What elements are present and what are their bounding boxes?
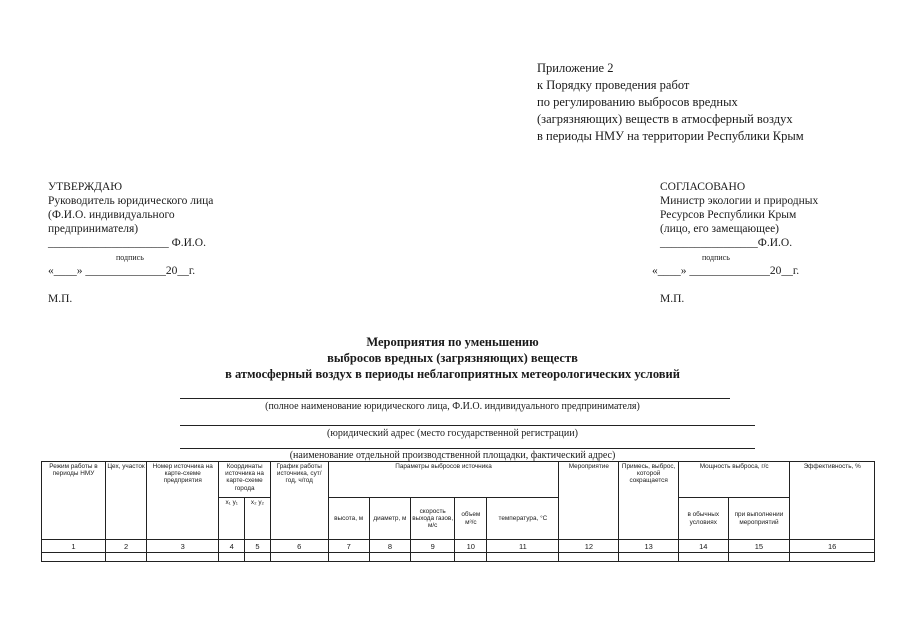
header-emission-power: Мощность выброса, г/с [679,462,790,498]
column-number: 16 [790,540,875,553]
name-caption: (полное наименование юридического лица, Ф.И.О. индивидуального предпринимателя) [265,401,640,412]
approve-block [48,180,213,250]
site-caption: (наименование отдельной производственной площадки, фактический адрес) [289,450,616,461]
header-x1y1: x₁ y₁ [219,498,245,540]
column-number: 7 [328,540,369,553]
appendix-line: к Порядку проведения работ [537,78,690,92]
approve-line-2: (Ф.И.О. индивидуального [48,209,175,221]
header-shop: Цех, участок [105,462,146,540]
appendix-line: Приложение 2 [537,61,614,75]
header-schedule: График работы источника, сут/год, ч/год [270,462,328,540]
appendix-line: по регулированию выбросов вредных [537,95,738,109]
measures-table [41,461,875,562]
approve-signature-line: _____________________ Ф.И.О. [48,237,206,249]
header-power-during: при выполнении мероприятий [728,498,790,540]
approve-signature-caption: подпись [116,253,144,262]
appendix-line: (загрязняющих) веществ в атмосферный воздух [537,112,793,126]
address-caption: (юридический адрес (место государственной регистрации) [327,428,578,439]
appendix-line: в периоды НМУ на территории Республики Крым [537,129,804,143]
agree-date: «____» ______________20__г. [652,265,800,277]
header-diameter: диаметр, м [369,498,410,540]
column-number: 13 [619,540,679,553]
column-number: 2 [105,540,146,553]
header-emission-parameters: Параметры выбросов источника [328,462,559,498]
approve-stamp: М.П. [48,293,73,305]
header-efficiency: Эффективность, % [790,462,875,540]
empty-table-row [42,553,875,562]
header-height: высота, м [328,498,369,540]
header-source-number: Номер источника на карте-схеме предприятия [147,462,219,540]
column-number: 3 [147,540,219,553]
column-number: 11 [487,540,559,553]
column-number: 5 [245,540,271,553]
column-number: 4 [219,540,245,553]
header-velocity: скорость выхода газов, м/с [411,498,455,540]
header-coordinates: Координаты источника на карте-схеме города [219,462,271,498]
approve-date: «____» ______________20__г. [48,265,196,277]
agree-block [660,180,818,250]
column-number: 14 [679,540,728,553]
approve-line-3: предпринимателя) [48,223,139,235]
approve-heading: УТВЕРЖДАЮ [48,181,123,193]
column-number: 15 [728,540,790,553]
approve-line-1: Руководитель юридического лица [48,195,214,207]
column-number: 12 [559,540,619,553]
name-fill-line [180,398,730,399]
agree-heading: СОГЛАСОВАНО [660,181,746,193]
agree-line-3: (лицо, его замещающее) [660,223,780,235]
agree-signature-caption: подпись [702,253,730,262]
site-fill-line [180,448,755,449]
column-number-row [42,540,875,553]
address-fill-line [180,425,755,426]
header-power-usual: в обычных условиях [679,498,728,540]
agree-stamp: М.П. [660,293,685,305]
agree-line-2: Ресурсов Республики Крым [660,209,797,221]
column-number: 8 [369,540,410,553]
agree-line-1: Министр экологии и природных [660,195,819,207]
column-number: 1 [42,540,106,553]
column-number: 10 [455,540,487,553]
title-line-3: в атмосферный воздух в периоды неблагоприятных метеорологических условий [225,367,680,381]
header-measure: Мероприятие [559,462,619,540]
column-number: 6 [270,540,328,553]
header-temperature: температура, °С [487,498,559,540]
header-x2y2: x₂ y₂ [245,498,271,540]
header-volume: объем м³/с [455,498,487,540]
header-impurity: Примесь, выброс, которой сокращается [619,462,679,540]
agree-signature-line: _________________Ф.И.О. [660,237,793,249]
document-title [0,334,905,382]
appendix-header [537,60,804,145]
title-line-2: выбросов вредных (загрязняющих) веществ [327,351,578,365]
column-number: 9 [411,540,455,553]
header-regime: Режим работы в периоды НМУ [42,462,106,540]
title-line-1: Мероприятия по уменьшению [366,335,539,349]
